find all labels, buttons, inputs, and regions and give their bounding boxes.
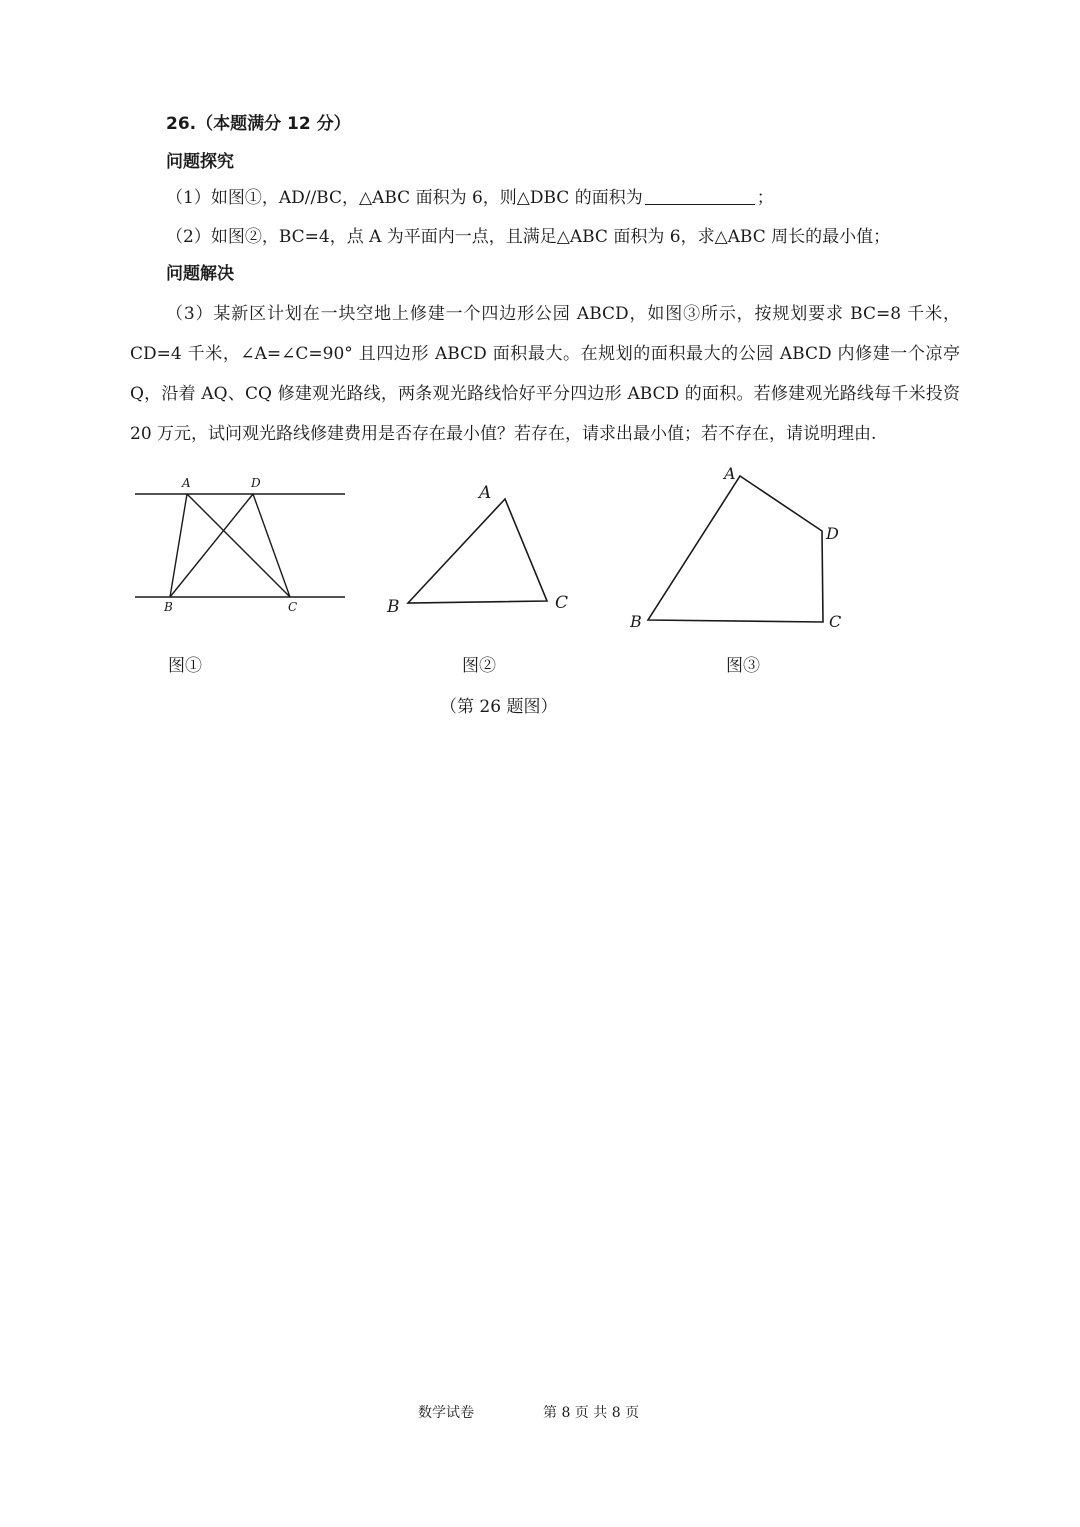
footer-page-number: 第 8 页 共 8 页 xyxy=(543,1405,640,1421)
question-header: 26.（本题满分 12 分） xyxy=(166,114,351,134)
footer-subject: 数学试卷 xyxy=(418,1405,474,1421)
segment-db xyxy=(170,494,253,597)
quadrilateral-abcd xyxy=(648,476,823,622)
fig1-label-a: A xyxy=(182,476,191,490)
fig2-label-a: A xyxy=(479,483,492,503)
fig3-label-a: A xyxy=(724,464,736,483)
segment-ac xyxy=(187,494,290,597)
fig1-label-b: B xyxy=(164,600,173,614)
fig3-label-b: B xyxy=(630,612,642,631)
fig2-label-c: C xyxy=(555,593,569,613)
part-1-suffix: ； xyxy=(756,188,774,208)
figure-2 xyxy=(380,470,580,625)
figure-3-caption: 图③ xyxy=(726,656,760,676)
part-2: （2）如图②，BC=4，点 A 为平面内一点，且满足△ABC 面积为 6，求△ABC 周长的最小值； xyxy=(166,227,891,247)
part-3: （3）某新区计划在一块空地上修建一个四边形公园 ABCD，如图③所示，按规划要求 BC=8 千米，CD=4 千米，∠A=∠C=90° 且四边形 ABCD 面积最大。在规划的面积最大的公园 ABCD 内修建一个凉亭 Q，沿着 AQ、CQ 修建观光路线，两条观光路线恰好平分四边形 ABCD 的面积。若修建观光路线每千米投资 20 万元，试问观光路线修建费用是否存在最小值？若存在，请求出最小值；若不存在，请说明理由. xyxy=(130,304,960,444)
answer-blank xyxy=(645,186,755,205)
figure-3 xyxy=(620,455,860,640)
part-1-text: （1）如图①，AD//BC，△ABC 面积为 6，则△DBC 的面积为 xyxy=(166,188,643,208)
fig3-label-c: C xyxy=(829,612,842,631)
section-title-explore: 问题探究 xyxy=(166,152,234,172)
figure-2-caption: 图② xyxy=(462,656,496,676)
fig1-label-d: D xyxy=(251,476,261,490)
segment-dc xyxy=(253,494,290,597)
fig1-label-c: C xyxy=(288,600,298,614)
fig3-label-d: D xyxy=(826,524,839,543)
figure-group-caption: （第 26 题图） xyxy=(440,697,558,717)
triangle-abc xyxy=(408,499,547,603)
segment-ab xyxy=(170,494,187,597)
section-title-solve: 问题解决 xyxy=(166,264,234,284)
fig2-label-b: B xyxy=(387,597,400,617)
part-1 xyxy=(166,186,774,210)
figure-1-caption: 图① xyxy=(168,656,202,676)
figure-1 xyxy=(120,465,370,625)
